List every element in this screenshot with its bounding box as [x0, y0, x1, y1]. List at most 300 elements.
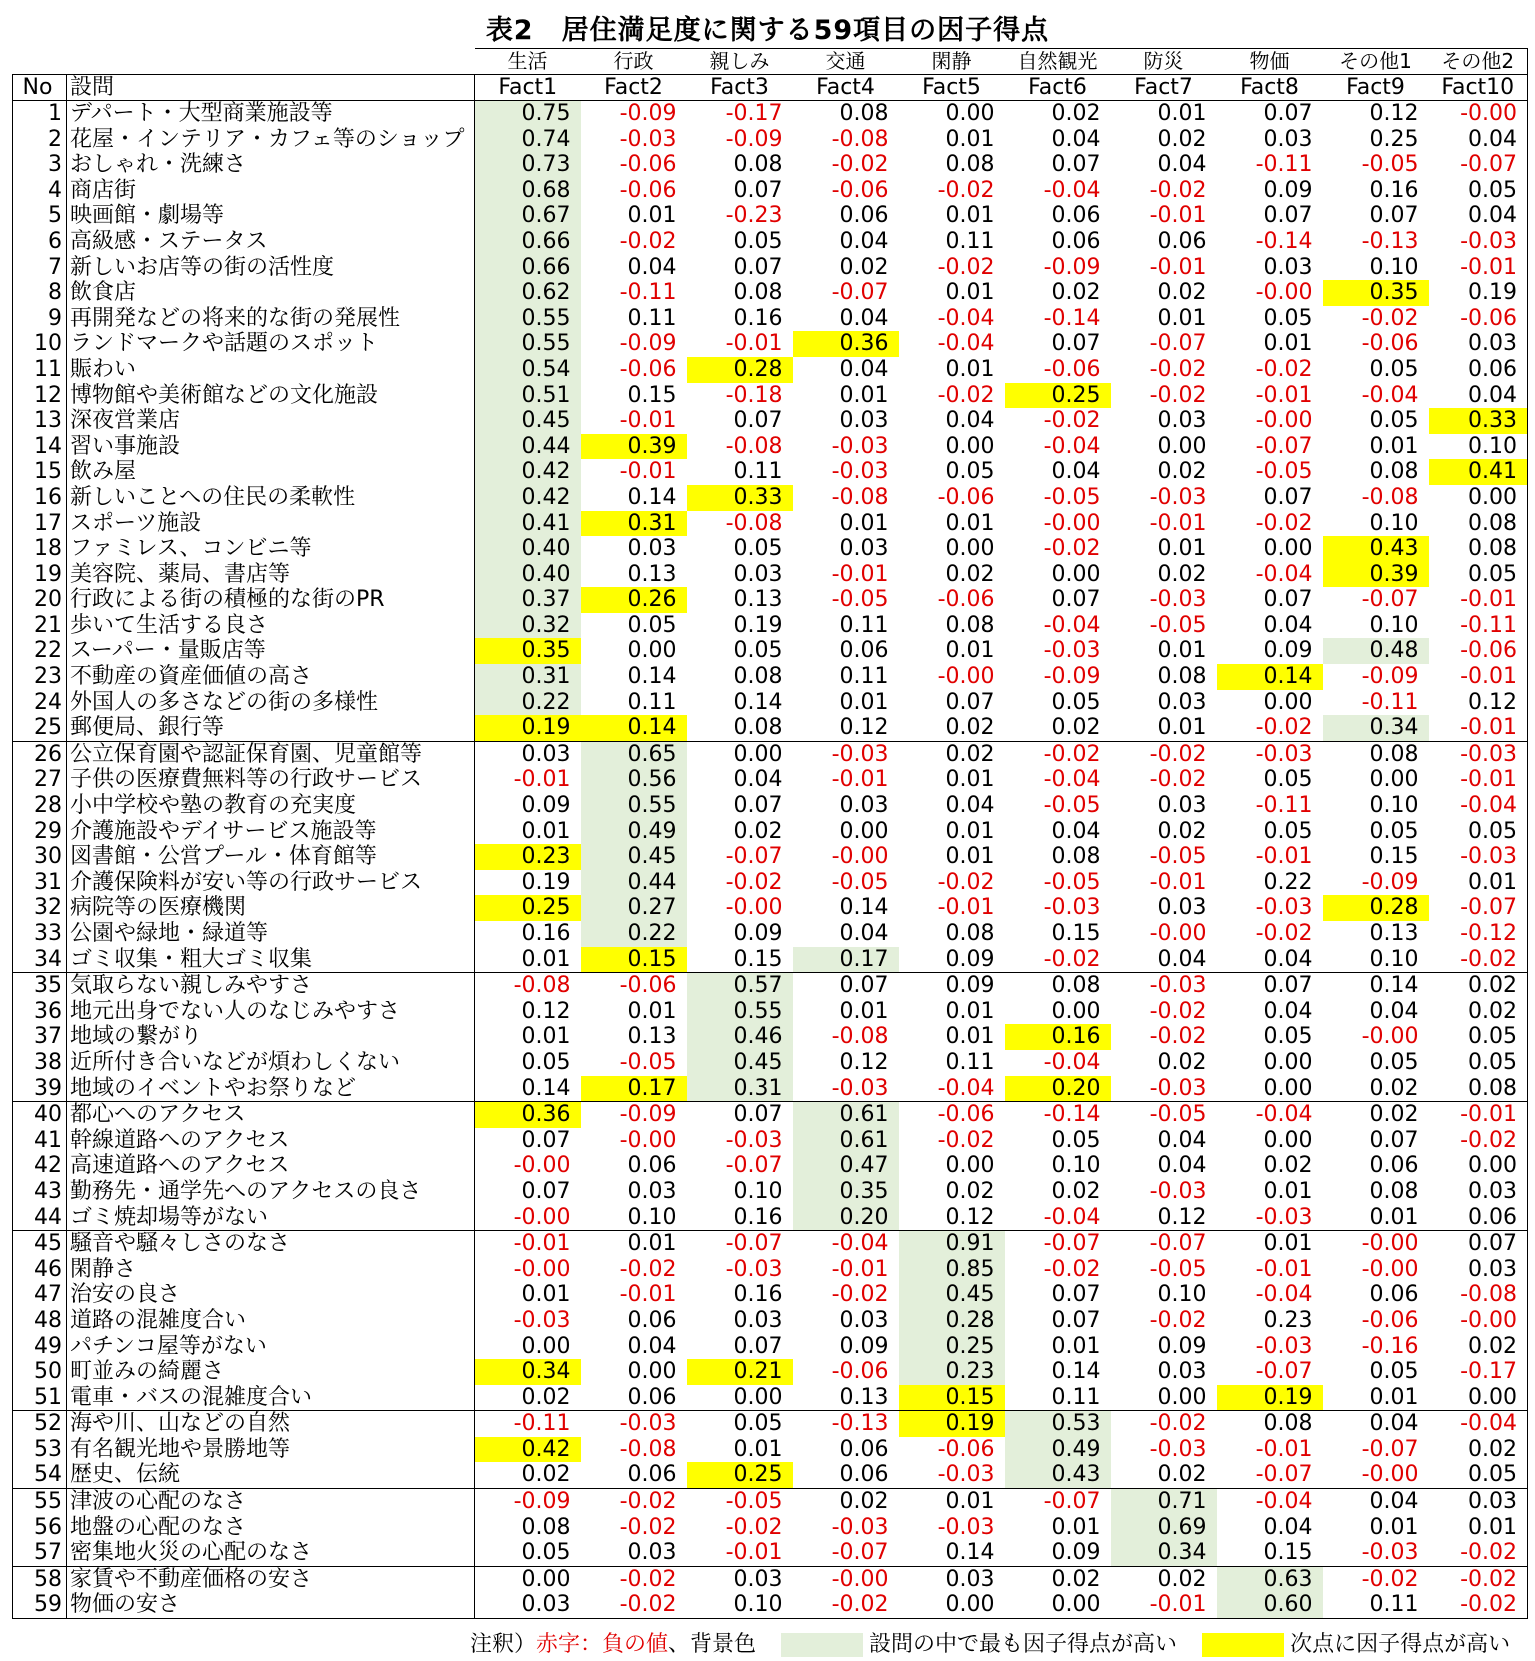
score-cell: -0.02	[581, 1592, 687, 1618]
question-text: パチンコ屋等がない	[67, 1334, 475, 1360]
score-cell: -0.01	[1255, 1436, 1313, 1462]
question-text: 花屋・インテリア・カフェ等のショップ	[67, 127, 475, 153]
score-cell: -0.05	[725, 1489, 783, 1515]
table-row	[13, 1540, 1528, 1566]
table-row	[13, 357, 1528, 383]
score-cell: -0.00	[619, 1127, 677, 1153]
score-cell: 0.07	[839, 973, 889, 999]
score-cell: 0.05	[1369, 1359, 1419, 1385]
score-cell: -0.07	[1361, 587, 1419, 613]
score-cell: 0.69	[1111, 1515, 1217, 1541]
score-cell: 0.16	[1369, 177, 1419, 203]
score-cell: 0.01	[1429, 1515, 1528, 1541]
row-number: 8	[13, 280, 67, 306]
score-cell: 0.00	[839, 818, 889, 844]
score-cell: 0.08	[1157, 664, 1207, 690]
score-cell: -0.07	[1043, 1489, 1101, 1515]
question-text: 新しいことへの住民の柔軟性	[67, 485, 475, 511]
question-text: 津波の心配のなさ	[67, 1489, 475, 1515]
row-number: 47	[13, 1282, 67, 1308]
score-cell: 0.31	[475, 664, 581, 690]
score-cell: -0.01	[937, 895, 995, 921]
score-cell: -0.02	[1255, 921, 1313, 946]
score-cell: 0.06	[839, 1436, 889, 1462]
score-cell: 0.03	[1429, 1179, 1528, 1205]
score-cell: -0.04	[1043, 612, 1101, 638]
score-cell: 0.03	[839, 1307, 889, 1333]
score-cell: -0.02	[725, 869, 783, 895]
score-cell: 0.14	[581, 715, 687, 741]
row-number: 39	[13, 1076, 67, 1102]
score-cell: 0.14	[899, 1540, 1005, 1566]
question-text: 新しいお店等の街の活性度	[67, 255, 475, 281]
factor-code-header-row	[13, 75, 1528, 101]
score-cell: 0.14	[839, 895, 889, 921]
score-cell: -0.02	[1149, 1024, 1207, 1050]
question-text: 映画館・劇場等	[67, 203, 475, 229]
table-row	[13, 280, 1528, 306]
question-text: 気取らない親しみやすさ	[67, 973, 475, 999]
score-cell: -0.02	[619, 1256, 677, 1282]
score-cell: -0.06	[619, 177, 677, 203]
table-row	[13, 844, 1528, 870]
score-cell: 0.01	[1369, 433, 1419, 459]
score-cell: -0.01	[1149, 510, 1207, 536]
score-cell: 0.10	[1369, 793, 1419, 819]
score-cell: 0.15	[1051, 921, 1101, 946]
score-cell: 0.44	[581, 870, 687, 896]
score-cell: -0.05	[619, 1049, 677, 1075]
score-cell: 0.12	[839, 1049, 889, 1075]
score-cell: 0.12	[1111, 1205, 1217, 1231]
score-cell: -0.05	[1149, 1102, 1207, 1128]
score-cell: 0.55	[687, 999, 793, 1025]
table-row	[13, 1462, 1528, 1488]
score-cell: 0.08	[945, 921, 995, 946]
score-cell: 0.04	[1051, 818, 1101, 844]
score-cell: -0.08	[1429, 1282, 1528, 1308]
score-cell: -0.11	[1255, 793, 1313, 819]
table-row	[13, 1205, 1528, 1231]
row-number: 50	[13, 1359, 67, 1385]
score-cell: -0.02	[1149, 767, 1207, 793]
score-cell: -0.06	[1043, 356, 1101, 382]
score-cell: -0.04	[1429, 1411, 1528, 1437]
score-cell: 0.05	[1429, 1050, 1528, 1076]
score-cell: 0.19	[521, 869, 571, 895]
table-row	[13, 1257, 1528, 1283]
score-cell: 0.05	[1429, 1462, 1528, 1488]
score-cell: 0.06	[581, 1385, 687, 1411]
score-cell: 0.02	[1429, 999, 1528, 1025]
score-cell: -0.11	[1255, 152, 1313, 178]
table-row	[13, 1024, 1528, 1050]
score-cell: 0.01	[839, 510, 889, 536]
factor-name-1: 生活	[475, 49, 581, 75]
score-cell: 0.01	[521, 1024, 571, 1050]
table-row	[13, 1592, 1528, 1618]
score-cell: -0.03	[725, 1256, 783, 1282]
score-cell: 0.23	[1263, 1307, 1313, 1333]
row-number: 25	[13, 715, 67, 741]
score-cell: 0.01	[945, 126, 995, 152]
score-cell: 0.63	[1217, 1566, 1323, 1592]
score-cell: -0.02	[1149, 382, 1207, 408]
score-cell: 0.51	[475, 383, 581, 409]
score-cell: 0.01	[521, 1282, 571, 1308]
score-cell: -0.05	[1043, 484, 1101, 510]
table-row	[13, 664, 1528, 690]
score-cell: 0.61	[793, 1128, 899, 1154]
score-cell: -0.02	[1149, 356, 1207, 382]
score-cell: -0.14	[1255, 228, 1313, 254]
table-row	[13, 1231, 1528, 1257]
score-cell: -0.00	[1043, 510, 1101, 536]
score-cell: -0.02	[1043, 1256, 1101, 1282]
score-cell: -0.02	[1429, 1540, 1528, 1566]
score-cell: -0.02	[1217, 715, 1323, 741]
score-cell: 0.33	[1429, 408, 1528, 434]
question-text: 公立保育園や認証保育園、児童館等	[67, 741, 475, 767]
score-cell: 0.08	[945, 612, 995, 638]
table-row	[13, 895, 1528, 921]
score-cell: 0.01	[1111, 715, 1217, 741]
score-cell: 0.07	[733, 793, 783, 819]
row-number: 27	[13, 767, 67, 793]
score-cell: 0.03	[733, 561, 783, 587]
table-row	[13, 127, 1528, 153]
note-yellow-desc: 次点に因子得点が高い	[1290, 1632, 1511, 1657]
score-cell: 0.02	[1429, 973, 1528, 999]
question-text: 習い事施設	[67, 434, 475, 460]
score-cell: 0.37	[475, 587, 581, 613]
score-cell: 0.01	[475, 947, 581, 973]
score-cell: 0.01	[1323, 1205, 1429, 1231]
row-number: 32	[13, 895, 67, 921]
row-number: 48	[13, 1308, 67, 1334]
score-cell: 0.01	[1263, 1178, 1313, 1204]
score-cell: -0.03	[831, 741, 889, 767]
score-cell: -0.01	[1149, 869, 1207, 895]
score-cell: -0.03	[1149, 973, 1207, 999]
row-number: 38	[13, 1050, 67, 1076]
question-text: 飲み屋	[67, 459, 475, 485]
score-cell: -0.02	[937, 177, 995, 203]
score-cell: 0.25	[1369, 126, 1419, 152]
question-text: 郵便局、銀行等	[67, 715, 475, 741]
score-cell: -0.01	[619, 408, 677, 434]
score-cell: 0.02	[1051, 1178, 1101, 1204]
score-cell: -0.00	[937, 664, 995, 690]
question-text: スーパー・量販店等	[67, 638, 475, 664]
score-cell: 0.10	[687, 1592, 793, 1618]
score-cell: 0.01	[839, 382, 889, 408]
score-cell: 0.11	[839, 664, 889, 690]
score-cell: -0.02	[619, 228, 677, 254]
score-cell: -0.00	[1361, 1231, 1419, 1257]
score-cell: 0.03	[1263, 126, 1313, 152]
score-cell: 0.33	[687, 485, 793, 511]
score-cell: 0.08	[839, 101, 889, 126]
score-cell: 0.08	[945, 152, 995, 178]
score-cell: -0.07	[831, 280, 889, 306]
score-cell: 0.40	[475, 562, 581, 588]
score-cell: 0.19	[1429, 280, 1528, 306]
table-row	[13, 383, 1528, 409]
row-number: 13	[13, 408, 67, 434]
score-cell: 0.00	[1263, 1127, 1313, 1153]
table-row	[13, 1102, 1528, 1128]
score-cell: 0.07	[521, 1127, 571, 1153]
score-cell: -0.07	[1429, 895, 1528, 921]
table-row	[13, 690, 1528, 716]
score-cell: -0.03	[619, 1411, 677, 1437]
score-cell: 0.11	[1005, 1385, 1111, 1411]
table-row	[13, 203, 1528, 229]
score-cell: 0.07	[1051, 587, 1101, 613]
score-cell: 0.10	[1369, 254, 1419, 280]
score-cell: 0.19	[733, 612, 783, 638]
score-cell: 0.16	[733, 1282, 783, 1308]
factor-name-9: その他1	[1323, 49, 1429, 75]
question-text: 都心へのアクセス	[67, 1102, 475, 1128]
score-cell: 0.01	[945, 280, 995, 306]
table-row	[13, 1050, 1528, 1076]
score-cell: 0.02	[839, 254, 889, 280]
score-cell: -0.07	[1043, 1231, 1101, 1257]
score-cell: 0.17	[581, 1076, 687, 1102]
row-number: 26	[13, 741, 67, 767]
table-row	[13, 536, 1528, 562]
score-cell: 0.13	[733, 587, 783, 613]
score-cell: -0.03	[1149, 484, 1207, 510]
score-cell: 0.01	[945, 844, 995, 870]
score-cell: -0.04	[1429, 793, 1528, 819]
score-cell: 0.04	[1051, 126, 1101, 152]
score-cell: 0.03	[1157, 793, 1207, 819]
score-cell: 0.05	[733, 228, 783, 254]
score-cell: -0.05	[831, 869, 889, 895]
table-row	[13, 1566, 1528, 1592]
question-text: ゴミ焼却場等がない	[67, 1205, 475, 1231]
score-cell: 0.05	[733, 638, 783, 664]
score-cell: -0.03	[1255, 1333, 1313, 1359]
score-cell: 0.00	[1157, 433, 1207, 459]
question-text: 電車・バスの混雑度合い	[67, 1385, 475, 1411]
score-cell: 0.04	[1263, 612, 1313, 638]
question-text: 美容院、薬局、書店等	[67, 562, 475, 588]
score-cell: -0.00	[513, 1153, 571, 1179]
score-cell: 0.08	[733, 664, 783, 690]
table-row	[13, 767, 1528, 793]
score-cell: 0.05	[1263, 767, 1313, 793]
score-cell: -0.07	[1255, 433, 1313, 459]
row-number: 57	[13, 1540, 67, 1566]
row-number: 2	[13, 127, 67, 153]
score-cell: -0.09	[619, 1102, 677, 1128]
score-cell: -0.05	[1361, 152, 1419, 178]
score-cell: 0.09	[839, 1333, 889, 1359]
factor-code-1: Fact1	[475, 75, 581, 101]
question-text: 深夜営業店	[67, 408, 475, 434]
score-cell: 0.22	[475, 690, 581, 716]
score-cell: 0.28	[899, 1308, 1005, 1334]
score-cell: 0.04	[1111, 947, 1217, 973]
row-number: 20	[13, 587, 67, 613]
table-row	[13, 1334, 1528, 1360]
score-cell: 0.35	[475, 638, 581, 664]
score-cell: -0.04	[1361, 382, 1419, 408]
score-cell: 0.00	[1051, 998, 1101, 1024]
score-cell: 0.12	[521, 998, 571, 1024]
score-cell: 0.04	[1217, 947, 1323, 973]
score-cell: -0.03	[937, 1514, 995, 1540]
table-row	[13, 1076, 1528, 1102]
score-cell: -0.18	[725, 382, 783, 408]
score-cell: 0.03	[1429, 1489, 1528, 1515]
score-cell: 0.15	[581, 947, 687, 973]
row-number: 10	[13, 331, 67, 357]
score-cell: 0.15	[1369, 844, 1419, 870]
row-number: 59	[13, 1592, 67, 1618]
question-text: 歴史、伝統	[67, 1462, 475, 1488]
score-cell: 0.02	[1369, 1102, 1419, 1128]
score-cell: 0.01	[627, 203, 677, 229]
row-number: 28	[13, 793, 67, 819]
row-number: 41	[13, 1128, 67, 1154]
question-text: 地盤の心配のなさ	[67, 1515, 475, 1541]
score-cell: 0.07	[1051, 1307, 1101, 1333]
score-cell: -0.04	[1255, 561, 1313, 587]
row-number: 3	[13, 152, 67, 178]
row-number: 7	[13, 255, 67, 281]
score-cell: 0.13	[627, 561, 677, 587]
row-number: 55	[13, 1489, 67, 1515]
score-cell: 0.05	[1429, 178, 1528, 204]
score-cell: -0.06	[831, 177, 889, 203]
score-cell: 0.04	[1369, 1489, 1419, 1515]
score-cell: -0.04	[1255, 1489, 1313, 1515]
table-row	[13, 459, 1528, 485]
score-cell: 0.10	[1323, 947, 1429, 973]
score-cell: 0.01	[1051, 1514, 1101, 1540]
score-cell: 0.01	[1157, 101, 1207, 126]
score-cell: 0.00	[1429, 485, 1528, 511]
score-cell: -0.08	[831, 484, 889, 510]
question-text: 博物館や美術館などの文化施設	[67, 383, 475, 409]
score-cell: -0.00	[1361, 1256, 1419, 1282]
score-cell: 0.01	[1157, 536, 1207, 562]
score-cell: 0.19	[1217, 1385, 1323, 1411]
score-cell: 0.05	[1263, 818, 1313, 844]
score-cell: 0.04	[839, 228, 889, 254]
score-cell: -0.06	[937, 587, 995, 613]
table-row	[13, 1411, 1528, 1437]
score-cell: -0.04	[937, 305, 995, 331]
row-number: 56	[13, 1515, 67, 1541]
score-cell: 0.04	[839, 921, 889, 946]
table-row	[13, 1153, 1528, 1179]
score-cell: 0.04	[839, 305, 889, 331]
row-number: 35	[13, 973, 67, 999]
table-row	[13, 1489, 1528, 1515]
score-cell: -0.02	[1255, 356, 1313, 382]
score-cell: 0.14	[627, 664, 677, 690]
score-cell: 0.09	[733, 921, 783, 946]
factor-code-3: Fact3	[687, 75, 793, 101]
score-cell: -0.06	[1429, 638, 1528, 664]
no-header: No	[13, 75, 67, 101]
score-cell: -0.08	[1361, 484, 1419, 510]
score-cell: 0.15	[899, 1385, 1005, 1411]
score-cell: -0.00	[513, 1256, 571, 1282]
score-cell: 0.45	[475, 408, 581, 434]
question-text: 高級感・ステータス	[67, 229, 475, 255]
score-cell: 0.06	[627, 1153, 677, 1179]
factor-score-table	[12, 48, 1528, 1619]
note-negative-red: 赤字：負の値	[536, 1632, 669, 1657]
score-cell: -0.06	[831, 1359, 889, 1385]
score-cell: -0.01	[1149, 254, 1207, 280]
factor-name-10: その他2	[1429, 49, 1528, 75]
score-cell: 0.05	[1369, 408, 1419, 434]
score-cell: -0.07	[1361, 1436, 1419, 1462]
table-row	[13, 947, 1528, 973]
score-cell: 0.00	[733, 741, 783, 767]
score-cell: 0.10	[1369, 612, 1419, 638]
row-number: 15	[13, 459, 67, 485]
score-cell: -0.05	[831, 587, 889, 613]
score-cell: -0.07	[1149, 331, 1207, 357]
score-cell: 0.01	[1157, 305, 1207, 331]
score-cell: -0.07	[725, 1153, 783, 1179]
score-cell: 0.03	[733, 1566, 783, 1592]
score-cell: 0.43	[1323, 536, 1429, 562]
row-number: 23	[13, 664, 67, 690]
score-cell: 0.43	[1005, 1462, 1111, 1488]
table-row	[13, 152, 1528, 178]
score-cell: 0.41	[475, 511, 581, 537]
score-cell: 0.68	[475, 178, 581, 204]
score-cell: 0.03	[839, 793, 889, 819]
score-cell: 0.00	[1369, 767, 1419, 793]
score-cell: -0.04	[1005, 1205, 1111, 1231]
note-prefix: 注釈）	[470, 1632, 537, 1657]
question-text: 図書館・公営プール・体育館等	[67, 844, 475, 870]
score-cell: 0.53	[1005, 1411, 1111, 1437]
score-cell: -0.03	[1111, 1076, 1217, 1102]
score-cell: 0.05	[1263, 1024, 1313, 1050]
score-cell: -0.01	[831, 767, 889, 793]
score-cell: 0.75	[475, 101, 581, 127]
score-cell: -0.01	[619, 1282, 677, 1308]
score-cell: 0.00	[521, 1333, 571, 1359]
score-cell: 0.06	[581, 1462, 687, 1488]
score-cell: -0.03	[1217, 1205, 1323, 1231]
score-cell: 0.55	[581, 793, 687, 819]
row-number: 42	[13, 1153, 67, 1179]
score-cell: 0.36	[475, 1102, 581, 1128]
question-text: 商店街	[67, 178, 475, 204]
score-cell: 0.02	[475, 1385, 581, 1411]
factor-code-9: Fact9	[1323, 75, 1429, 101]
score-cell: 0.00	[1429, 1153, 1528, 1179]
score-cell: 0.12	[1369, 101, 1419, 126]
score-cell: 0.01	[1323, 1385, 1429, 1411]
factor-code-8: Fact8	[1217, 75, 1323, 101]
table-row	[13, 178, 1528, 204]
table-row	[13, 408, 1528, 434]
